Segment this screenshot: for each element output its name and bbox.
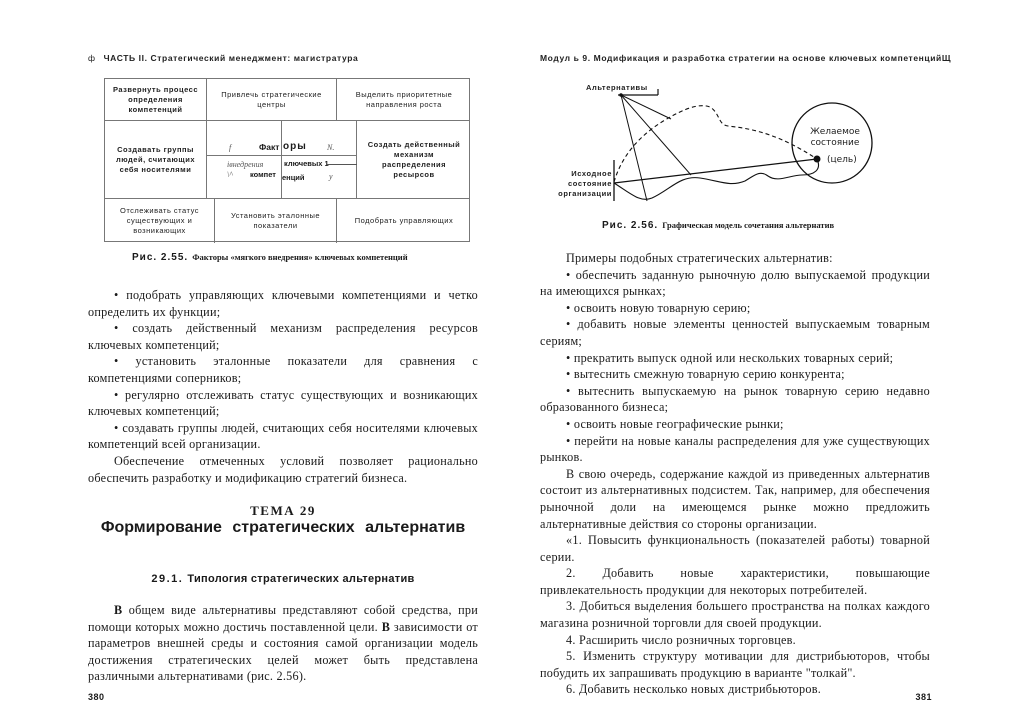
factors-center-block	[207, 121, 357, 198]
body-text-top	[88, 287, 478, 486]
paragraph: В свою очередь, содержание каждой из приведенных альтернатив состоит из альтернативных подсистем. Так, например, для обеспечения рыночной доли на имеющемся рынке можно предложить альтернативные действия со стороны организации.	[540, 466, 930, 531]
label-alternatives: Альтернативы	[586, 83, 648, 92]
left-page	[88, 0, 488, 725]
paragraph: • освоить новую товарную серию;	[566, 300, 751, 315]
center-text: y	[329, 172, 333, 181]
subsection-number: 29.1.	[151, 573, 184, 585]
paragraph: • регулярно отслеживать статус существующих и возникающих ключевых компетенций;	[88, 387, 478, 419]
table-row	[105, 79, 469, 121]
topic-number: ТЕМА 29	[250, 503, 316, 518]
running-head-left	[88, 53, 488, 63]
paragraph: «1. Повысить функциональность (показателей работы) товарной серии.	[540, 533, 930, 564]
page-mark-icon: ф	[88, 53, 96, 63]
caption-label: Рис. 2.55.	[132, 252, 189, 263]
paragraph: 3. Добиться выделения большего пространства на полках каждого магазина розничной торговли для своей продукции.	[540, 599, 930, 631]
topic-title: Формирование стратегических альтернатив	[100, 519, 466, 536]
subsection-title: Типология стратегических альтернатив	[187, 573, 415, 585]
right-page	[540, 0, 952, 725]
caption-text: Графическая модель сочетания альтернатив	[662, 220, 835, 230]
caption-label: Рис. 2.56.	[602, 220, 659, 231]
paragraph: • создавать группы людей, считающих себя носителями ключевых компетенций всей организации.	[88, 420, 478, 452]
table-cell: Подобрать управляющих	[354, 216, 454, 225]
table-cell: Создать действенный механизм распределения ресырсов	[367, 139, 461, 179]
body-text-intro	[88, 602, 478, 685]
center-text: Факт	[259, 142, 280, 152]
paragraph: 6. Добавить несколько новых дистрибьюторов.	[566, 682, 821, 697]
table-cell: Выделить приоритетные направления роста	[355, 89, 453, 109]
paragraph: • создать действенный механизм распределения ресурсов ключевых компетенций;	[88, 321, 478, 352]
paragraph-text: зависимости от параметров внешней среды и состояния самой организации модель достижения стратегических целей может быть представлена различными альтернативами (рис. 2.56).	[88, 619, 479, 684]
paragraph: 2. Добавить новые характеристики, повышающие привлекательность продукции для некоторых потребителей.	[540, 566, 930, 597]
page-mark-icon: Щ	[941, 53, 952, 63]
figure-caption	[132, 252, 408, 263]
center-text: \^	[227, 170, 233, 179]
caption-text: Факторы «мягкого внедрения» ключевых компетенций	[192, 252, 408, 262]
center-text: ключевых 1	[284, 159, 329, 168]
figure-2-55-table	[104, 78, 470, 242]
center-text: компет	[250, 170, 276, 179]
center-text: N.	[327, 143, 335, 152]
figure-caption	[602, 220, 834, 231]
paragraph: • вытеснить смежную товарную серию конкурента;	[566, 367, 845, 382]
page-number: 380	[88, 692, 105, 702]
paragraph: • прекратить выпуск одной или нескольких товарных серий;	[566, 350, 894, 365]
paragraph: • освоить новые географические рынки;	[566, 416, 784, 431]
lead-letter: В	[114, 603, 123, 617]
label-goal: (цель)	[827, 155, 857, 165]
table-cell: Развернуть процесс определения компетенций	[105, 79, 207, 120]
center-text: енций	[282, 173, 305, 182]
paragraph: • подобрать управляющих ключевыми компетенциями и четко определить их функции;	[88, 288, 478, 319]
label-start-state: Исходное состояние организации	[558, 169, 612, 198]
paragraph: Примеры подобных стратегических альтернатив:	[566, 251, 833, 265]
paragraph: • перейти на новые каналы распределения для уже существующих рынков.	[540, 433, 930, 465]
running-head-text: ЧАСТЬ II. Стратегический менеджмент: магистратура	[103, 53, 359, 63]
center-text: f	[229, 143, 232, 152]
running-head-right	[540, 53, 952, 63]
lead-letter: В	[381, 619, 391, 634]
table-cell: Отслеживать статус существующих и возникающих	[105, 199, 215, 243]
figure-2-56-diagram	[540, 75, 940, 215]
center-text: івнедрения	[227, 160, 264, 169]
paragraph	[88, 602, 478, 685]
table-row	[105, 199, 469, 243]
paragraph: 4. Расширить число розничных торговцев.	[566, 632, 796, 647]
paragraph: • добавить новые элементы ценностей выпускаемым товарным сериям;	[540, 317, 930, 348]
paragraph: • обеспечить заданную рыночную долю выпускаемой продукции на имеющихся рынках;	[540, 267, 930, 299]
paragraph: • установить эталонные показатели для сравнения с компетенциями соперников;	[88, 354, 478, 385]
center-text: оры	[283, 141, 307, 152]
paragraph: • вытеснить выпускаемую на рынок товарную серию недавно образованного бизнеса;	[540, 383, 930, 415]
table-cell: Привлечь стратегические центры	[207, 79, 337, 120]
page-number: 381	[915, 692, 932, 702]
paragraph-text: общем виде альтернативы представляют собой средства, при помощи которых можно достичь поставленной цели.	[88, 603, 478, 634]
paragraph: Обеспечение отмеченных условий позволяет рационально обеспечить разработку и модификацию стратегий бизнеса.	[88, 453, 478, 485]
table-cell: Создавать группы людей, считающих себя носителями	[105, 121, 207, 198]
paragraph: 5. Изменить структуру мотивации для дистрибьюторов, чтобы побудить их запрашивать продукцию в варианте "толкай".	[540, 649, 930, 680]
table-cell: Установить эталонные показатели	[215, 199, 337, 243]
label-goal-state: Желаемое состояние	[810, 127, 860, 148]
running-head-text: Модул ь 9. Модификация и разработка стратегии на основе ключевых компетенций	[540, 53, 942, 63]
table-row	[105, 121, 469, 199]
body-text-right	[540, 250, 930, 698]
subsection-heading	[88, 573, 478, 585]
